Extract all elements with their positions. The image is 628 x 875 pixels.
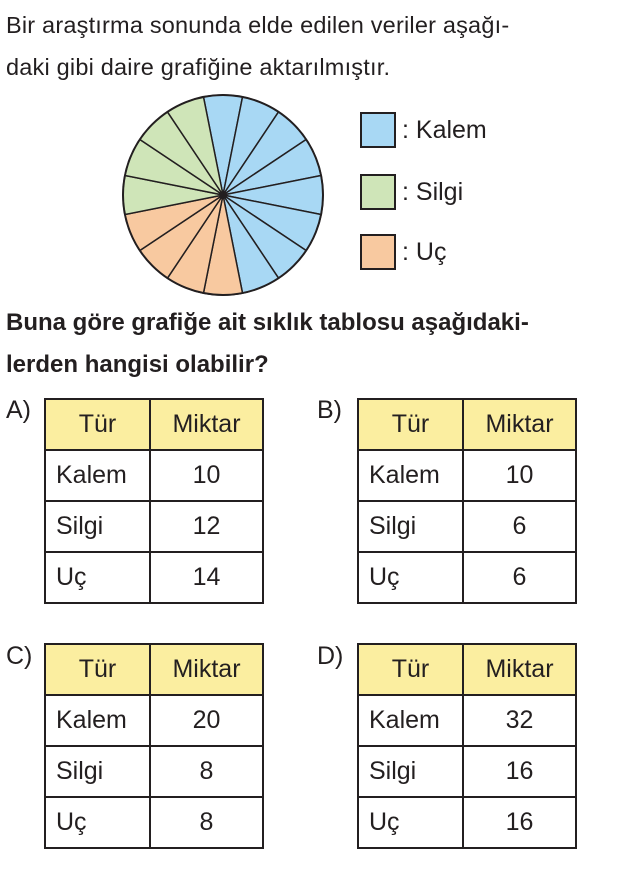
cell-amount: 20 — [150, 695, 263, 746]
table-row — [45, 552, 263, 603]
cell-type: Kalem — [45, 695, 150, 746]
cell-amount: 6 — [463, 552, 576, 603]
legend-item-kalem — [360, 110, 487, 150]
cell-amount: 10 — [150, 450, 263, 501]
header-tur: Tür — [358, 399, 463, 450]
cell-amount: 32 — [463, 695, 576, 746]
intro-line-2: daki gibi daire grafiğine aktarılmıştır. — [6, 54, 391, 80]
table-row — [358, 450, 576, 501]
table-row — [358, 797, 576, 848]
option-c-letter: C) — [6, 642, 33, 670]
cell-type: Uç — [358, 797, 463, 848]
legend-label-kalem: : Kalem — [402, 115, 487, 144]
header-miktar: Miktar — [463, 399, 576, 450]
header-miktar: Miktar — [150, 644, 263, 695]
legend-swatch-silgi — [360, 174, 396, 210]
pie-chart-svg — [120, 92, 326, 298]
header-tur: Tür — [358, 644, 463, 695]
option-a-letter: A) — [6, 396, 31, 424]
cell-type: Uç — [45, 552, 150, 603]
cell-type: Uç — [45, 797, 150, 848]
header-miktar: Miktar — [463, 644, 576, 695]
legend-swatch-kalem — [360, 112, 396, 148]
cell-amount: 8 — [150, 797, 263, 848]
table-row — [45, 501, 263, 552]
table-header-row — [45, 399, 263, 450]
cell-amount: 6 — [463, 501, 576, 552]
cell-type: Kalem — [358, 695, 463, 746]
option-c-table[interactable] — [44, 643, 264, 849]
header-miktar: Miktar — [150, 399, 263, 450]
table-row — [45, 450, 263, 501]
question-text — [6, 302, 626, 386]
cell-type: Kalem — [358, 450, 463, 501]
cell-type: Uç — [358, 552, 463, 603]
table-header-row — [358, 644, 576, 695]
table-row — [358, 695, 576, 746]
legend-label-silgi: : Silgi — [402, 177, 464, 206]
cell-amount: 8 — [150, 746, 263, 797]
intro-text — [6, 4, 624, 88]
intro-line-1: Bir araştırma sonunda elde edilen veriler aşağı- — [6, 12, 510, 38]
legend-item-silgi — [360, 172, 463, 212]
table-row — [45, 695, 263, 746]
table-row — [358, 552, 576, 603]
cell-amount: 16 — [463, 797, 576, 848]
option-a-table[interactable] — [44, 398, 264, 604]
cell-type: Kalem — [45, 450, 150, 501]
cell-type: Silgi — [358, 501, 463, 552]
option-b-letter: B) — [317, 396, 342, 424]
legend-label-uc: : Uç — [402, 237, 447, 266]
legend-item-uc — [360, 232, 446, 272]
question-line-1: Buna göre grafiğe ait sıklık tablosu aşağıdaki- — [6, 309, 529, 336]
option-d-letter: D) — [317, 642, 344, 670]
option-b-table[interactable] — [357, 398, 577, 604]
cell-amount: 10 — [463, 450, 576, 501]
table-row — [45, 797, 263, 848]
table-header-row — [45, 644, 263, 695]
cell-amount: 16 — [463, 746, 576, 797]
table-row — [358, 746, 576, 797]
table-header-row — [358, 399, 576, 450]
cell-type: Silgi — [358, 746, 463, 797]
table-row — [45, 746, 263, 797]
cell-amount: 14 — [150, 552, 263, 603]
cell-type: Silgi — [45, 746, 150, 797]
table-row — [358, 501, 576, 552]
cell-type: Silgi — [45, 501, 150, 552]
header-tur: Tür — [45, 399, 150, 450]
header-tur: Tür — [45, 644, 150, 695]
option-d-table[interactable] — [357, 643, 577, 849]
cell-amount: 12 — [150, 501, 263, 552]
pie-chart — [120, 92, 326, 298]
question-line-2: lerden hangisi olabilir? — [6, 351, 269, 378]
legend-swatch-uc — [360, 234, 396, 270]
